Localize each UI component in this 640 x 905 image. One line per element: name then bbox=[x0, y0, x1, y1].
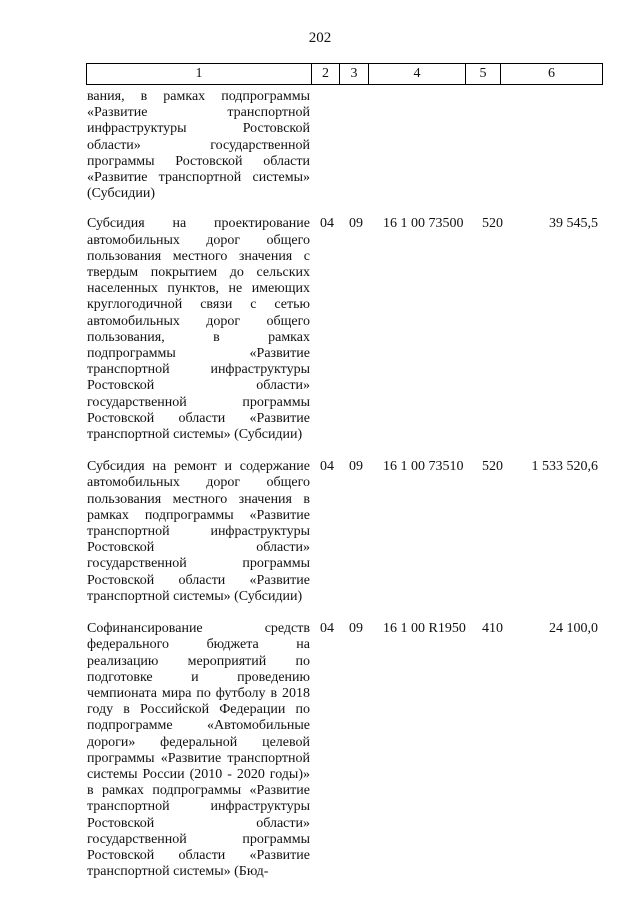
row-subsection: 09 bbox=[349, 459, 363, 475]
column-header-3: 3 bbox=[340, 64, 369, 84]
row-amount: 39 545,5 bbox=[549, 216, 598, 232]
table-row bbox=[87, 89, 604, 202]
table-row bbox=[87, 621, 604, 880]
row-target-article: 16 1 00 R1950 bbox=[383, 621, 466, 637]
row-subsection: 09 bbox=[349, 621, 363, 637]
row-expense-type: 520 bbox=[482, 459, 503, 475]
table-row bbox=[87, 459, 604, 605]
row-section: 04 bbox=[320, 216, 334, 232]
column-header-5: 5 bbox=[466, 64, 501, 84]
row-amount: 24 100,0 bbox=[549, 621, 598, 637]
row-expense-type: 410 bbox=[482, 621, 503, 637]
column-header-6: 6 bbox=[548, 66, 555, 81]
row-section: 04 bbox=[320, 621, 334, 637]
row-target-article: 16 1 00 73500 bbox=[383, 216, 464, 232]
column-header-4: 4 bbox=[369, 64, 466, 84]
row-section: 04 bbox=[320, 459, 334, 475]
row-target-article: 16 1 00 73510 bbox=[383, 459, 464, 475]
column-header-2: 2 bbox=[312, 64, 340, 84]
row-description: Субсидия на проектирование автомобильных дорог общего пользования местного значения с твердым покрытием до сельских населенных пунктов, не имеющих круглогодичной связи с сетью автомобильных дорог общего пользования, в рамках подпрограммы «Развитие транспортной инфраструктуры Ростовской области» государственной программы Ростовской области «Развитие транспортной системы» (Субсидии) bbox=[87, 216, 310, 443]
row-description: вания, в рамках подпрограммы «Развитие транспортной инфраструктуры Ростовской области» государственной программы Ростовской области «Развитие транспортной системы» (Субсидии) bbox=[87, 89, 310, 202]
column-header-1: 1 bbox=[87, 64, 312, 84]
page-number: 202 bbox=[308, 30, 332, 46]
row-description: Софинансирование средств федерального бюджета на реализацию мероприятий по подготовке и проведению чемпионата мира по футболу в 2018 году в Российской Федерации по подпрограмме «Автомобильные дороги» федеральной целевой программы «Развитие транспортной системы России (2010 - 2020 годы)» в рамках подпрограммы «Развитие транспортной инфраструктуры Ростовской области» государственной программы Ростовской области «Развитие транспортной системы» (Бюд- bbox=[87, 621, 310, 880]
table-body bbox=[87, 89, 604, 880]
table-row bbox=[87, 216, 604, 443]
table-header bbox=[86, 63, 603, 85]
row-description: Субсидия на ремонт и содержание автомобильных дорог общего пользования местного значения в рамках подпрограммы «Развитие транспортной инфраструктуры Ростовской области» государственной программы Ростовской области «Развитие транспортной системы» (Субсидии) bbox=[87, 459, 310, 604]
row-expense-type: 520 bbox=[482, 216, 503, 232]
row-amount: 1 533 520,6 bbox=[531, 459, 598, 475]
row-subsection: 09 bbox=[349, 216, 363, 232]
